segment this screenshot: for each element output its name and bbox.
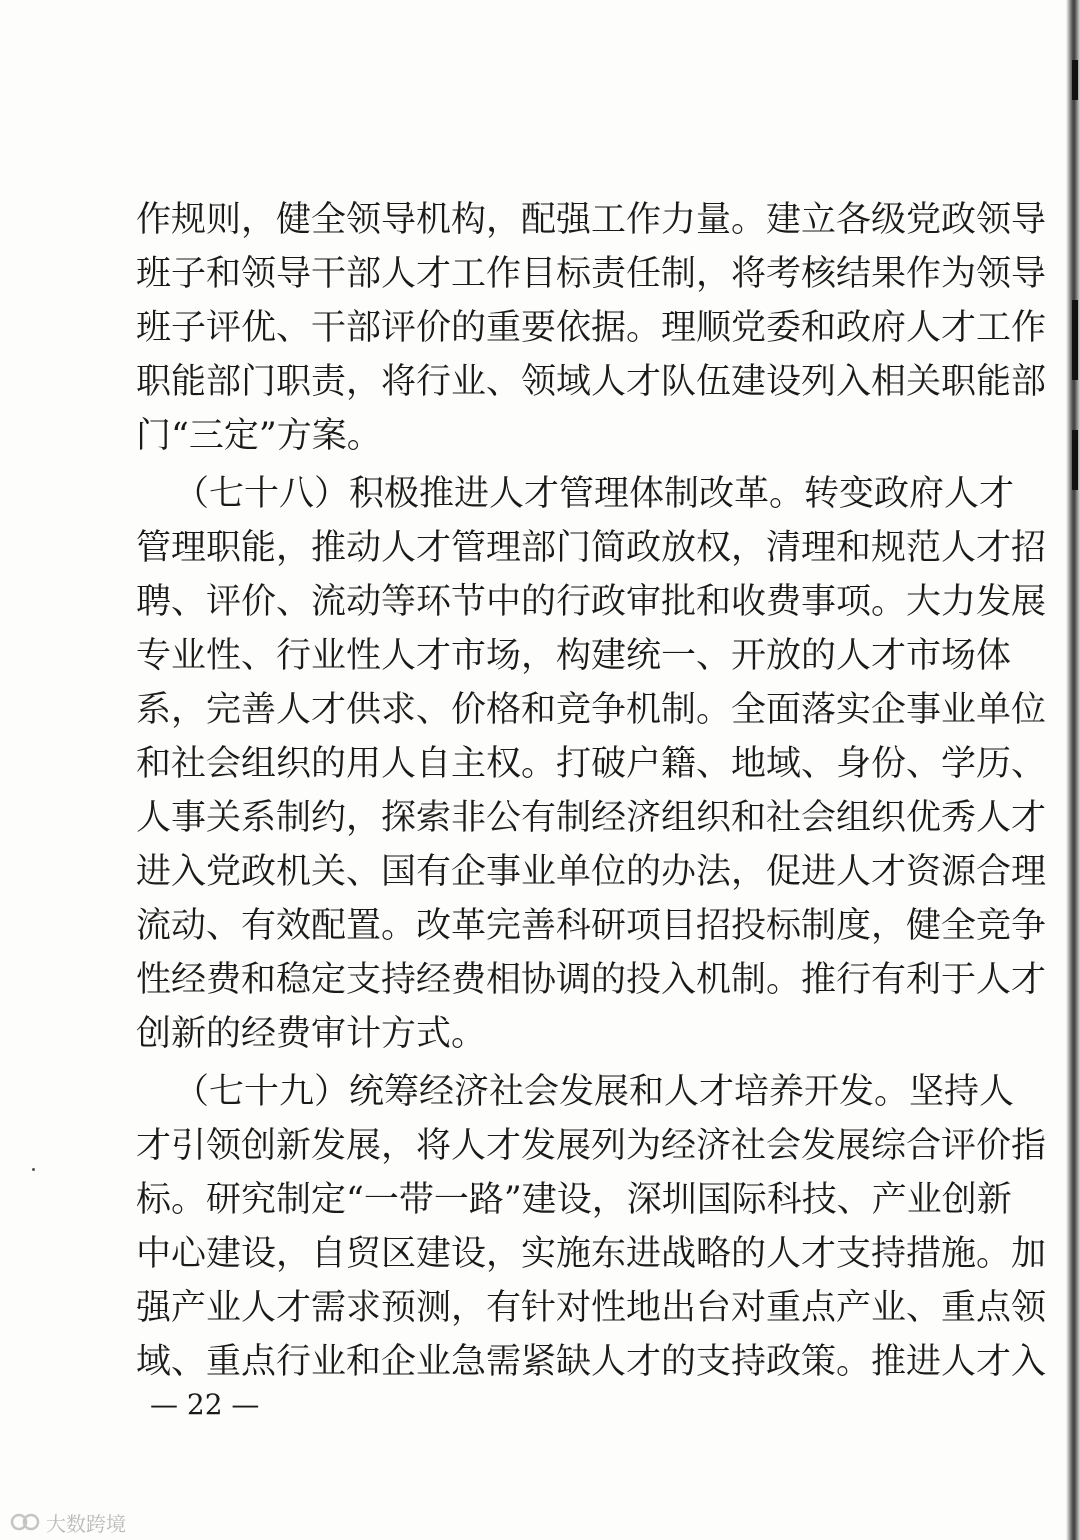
body-line: 系，完善人才供求、价格和竞争机制。全面落实企事业单位	[136, 690, 1047, 730]
body-line: 职能部门职责，将行业、领域人才队伍建设列入相关职能部	[136, 362, 1047, 402]
body-line: 人事关系制约，探索非公有制经济组织和社会组织优秀人才	[136, 798, 1047, 838]
section-heading-line: （七十八）积极推进人才管理体制改革。转变政府人才	[174, 474, 1015, 514]
body-line: 聘、评价、流动等环节中的行政审批和收费事项。大力发展	[136, 582, 1047, 622]
body-line: 班子和领导干部人才工作目标责任制，将考核结果作为领导	[136, 254, 1047, 294]
body-line: 创新的经费审计方式。	[136, 1014, 487, 1054]
body-line: 门“三定”方案。	[136, 416, 382, 456]
watermark-logo-icon	[10, 1511, 40, 1533]
scan-dot	[32, 1168, 35, 1171]
body-line: 作规则，健全领导机构，配强工作力量。建立各级党政领导	[136, 200, 1047, 240]
scan-speck	[1072, 430, 1078, 490]
section-heading-line: （七十九）统筹经济社会发展和人才培养开发。坚持人	[174, 1072, 1015, 1112]
body-line: 性经费和稳定支持经费相协调的投入机制。推行有利于人才	[136, 960, 1047, 1000]
scan-speck	[1072, 60, 1078, 100]
watermark-text: 大数跨境	[46, 1511, 126, 1536]
body-line: 和社会组织的用人自主权。打破户籍、地域、身份、学历、	[136, 744, 1047, 784]
body-line: 强产业人才需求预测，有针对性地出台对重点产业、重点领	[136, 1288, 1047, 1328]
body-line: 域、重点行业和企业急需紧缺人才的支持政策。推进人才入	[136, 1342, 1047, 1382]
scan-edge	[1066, 0, 1080, 1540]
body-line: 中心建设，自贸区建设，实施东进战略的人才支持措施。加	[136, 1234, 1047, 1274]
body-line: 才引领创新发展，将人才发展列为经济社会发展综合评价指	[136, 1126, 1047, 1166]
watermark	[10, 1508, 126, 1536]
body-line: 流动、有效配置。改革完善科研项目招投标制度，健全竞争	[136, 906, 1047, 946]
body-line: 管理职能，推动人才管理部门简政放权，清理和规范人才招	[136, 528, 1047, 568]
body-line: 专业性、行业性人才市场，构建统一、开放的人才市场体	[136, 636, 1012, 676]
body-line: 进入党政机关、国有企事业单位的办法，促进人才资源合理	[136, 852, 1047, 892]
body-line: 班子评优、干部评价的重要依据。理顺党委和政府人才工作	[136, 308, 1047, 348]
body-line: 标。研究制定“一带一路”建设，深圳国际科技、产业创新	[136, 1180, 1012, 1220]
page-number: — 22 —	[150, 1388, 260, 1421]
scan-speck	[1072, 300, 1078, 380]
